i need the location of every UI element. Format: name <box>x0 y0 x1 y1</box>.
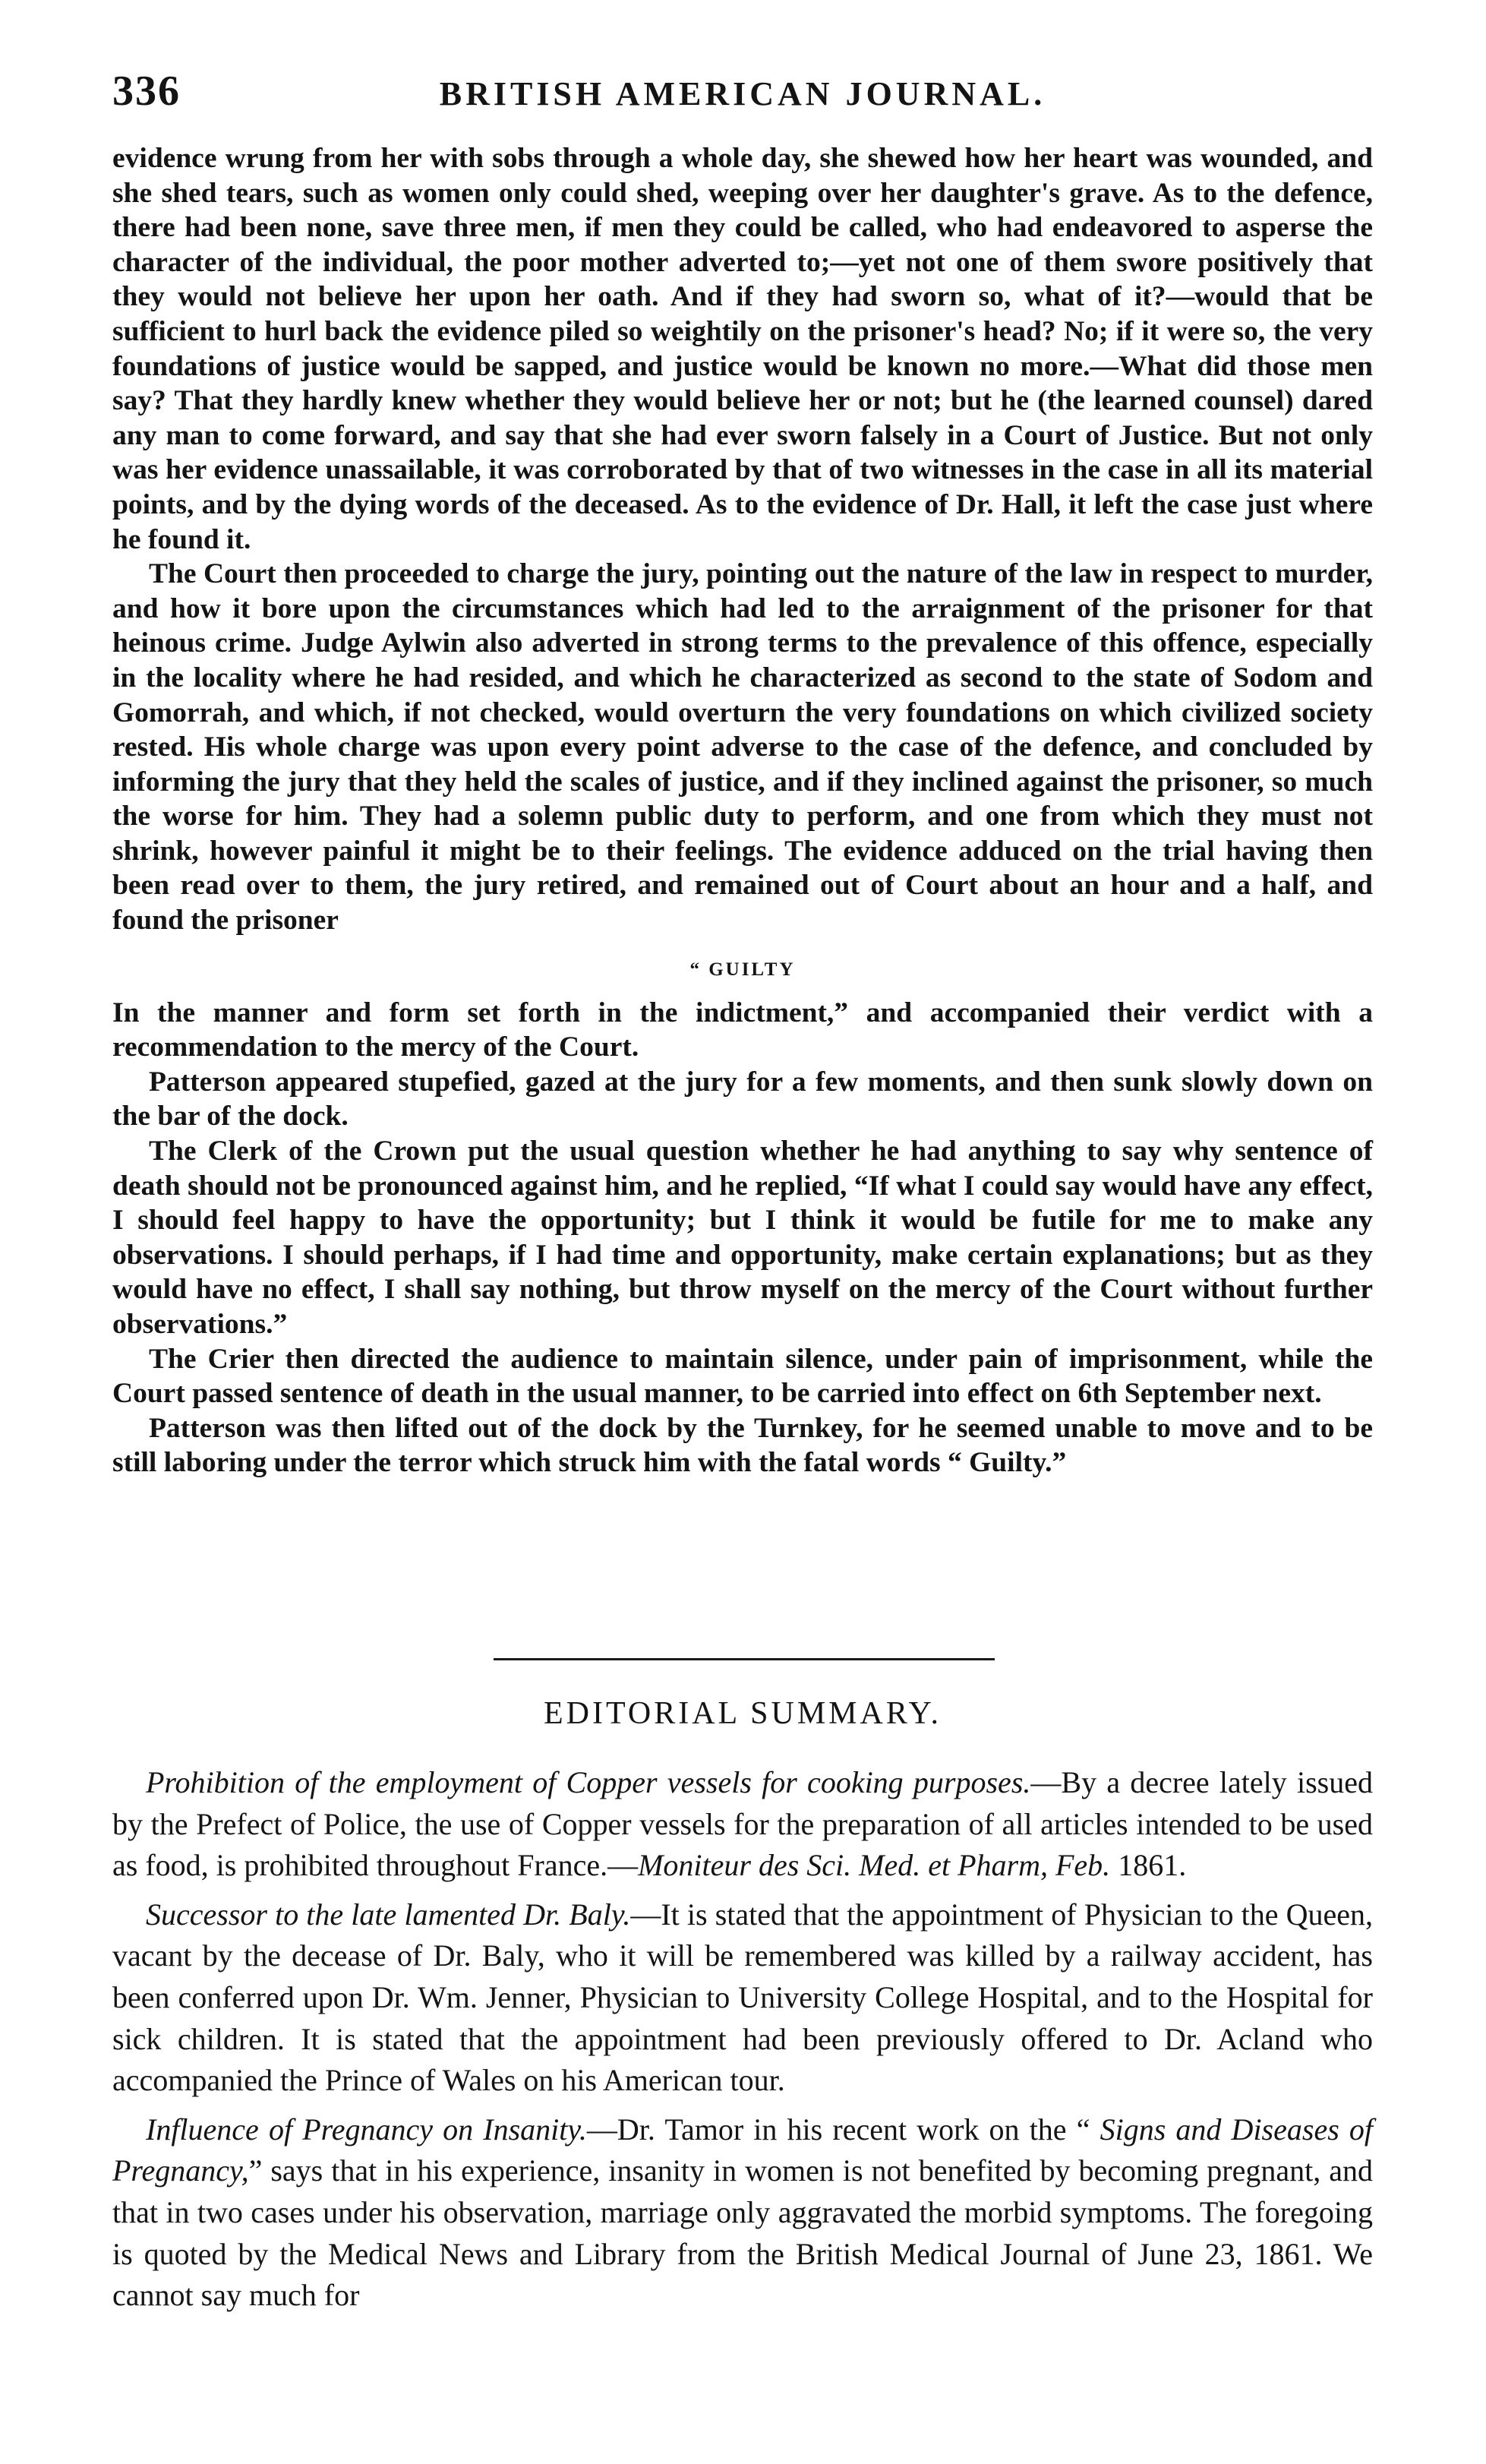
item-lead: Successor to the late lamented Dr. Baly. <box>146 1897 631 1932</box>
report-paragraph: The Clerk of the Crown put the usual question whether he had anything to say why sentence of death should not be pronounced against him, and he replied, “If what I could say would have any effect, I should feel happy to have the opportunity; but I think it would be futile for me to make any observations. I should perhaps, if I had time and opportunity, make certain explanations; but as they would have no effect, I shall say nothing, but throw myself on the mercy of the Court without further observations.” <box>112 1136 1373 1340</box>
page-number: 336 <box>112 68 181 115</box>
item-body: —It is stated that the appointment of Physician to the Queen, vacant by the decease of Dr. Baly, who it will be remembered was killed by a railway accident, has been conferred upon Dr. Wm. Jenner, Physician to University College Hospital, and to the Hospital for sick children. It is stated that the appointment had been previously offered to Dr. Acland who accompanied the Prince of Wales on his American tour. <box>112 1897 1373 2098</box>
report-paragraph: The Crier then directed the audience to maintain silence, under pain of imprisonment, while the Court passed sentence of death in the usual manner, to be carried into effect on 6th September next. <box>112 1343 1373 1410</box>
section-title: EDITORIAL SUMMARY. <box>544 1696 942 1731</box>
running-head <box>112 67 1373 128</box>
verdict-heading: “ GUILTY <box>689 959 796 980</box>
editorial-summary <box>112 1762 1373 2324</box>
item-lead: Influence of Pregnancy on Insanity. <box>146 2112 587 2147</box>
editorial-item <box>112 1762 1373 1887</box>
editorial-item <box>112 2109 1373 2317</box>
item-source: Moniteur des Sci. Med. et Pharm, Feb. <box>638 1848 1111 1883</box>
item-source: Signs and Diseases of Pregnancy, <box>112 2112 1374 2188</box>
item-lead: Prohibition of the employment of Copper vessels for cooking purposes. <box>146 1765 1031 1799</box>
court-report <box>112 141 1373 1480</box>
item-tail: ” says that in his experience, insanity in women is not benefited by becoming pregnant, and that in two cases under his observation, marriage only aggravated the morbid symptoms. The foregoing is quoted by the Medical News and Library from the British Medical Journal of June 23, 1861. We cannot say much for <box>112 2153 1373 2313</box>
item-body: —Dr. Tamor in his recent work on the “ <box>586 2112 1100 2147</box>
journal-title: BRITISH AMERICAN JOURNAL. <box>439 75 1046 112</box>
report-paragraph: Patterson was then lifted out of the dock by the Turnkey, for he seemed unable to move and to be still laboring under the terror which struck him with the fatal words “ Guilty.” <box>112 1412 1373 1479</box>
item-tail: 1861. <box>1110 1848 1187 1883</box>
section-divider <box>494 1658 995 1660</box>
item-body: —By a decree lately issued by the Prefect of Police, the use of Copper vessels for the preparation of all articles intended to be used as food, is prohibited throughout France.— <box>112 1765 1373 1883</box>
report-paragraph: Patterson appeared stupefied, gazed at the jury for a few moments, and then sunk slowly down on the bar of the dock. <box>112 1066 1373 1132</box>
report-paragraph: evidence wrung from her with sobs through a whole day, she shewed how her heart was wounded, and she shed tears, such as women only could shed, weeping over her daughter's grave. As to the defence, there had been none, save three men, if men they could be called, who had endeavored to asperse the character of the individual, the poor mother adverted to;—yet not one of them swore positively that they would not believe her upon her oath. And if they had sworn so, what of it?—would that be sufficient to hurl back the evidence piled so weightily on the prisoner's head? No; if it were so, the very foundations of justice would be sapped, and justice would be known no more.—What did those men say? That they hardly knew whether they would believe her or not; but he (the learned counsel) dared any man to come forward, and say that she had ever sworn falsely in a Court of Justice. But not only was her evidence unassailable, it was corroborated by that of two witnesses in the case in all its material points, and by the dying words of the deceased. As to the evidence of Dr. Hall, it left the case just where he found it. <box>112 143 1373 555</box>
report-paragraph: In the manner and form set forth in the indictment,” and accompanied their verdict with a recommendation to the mercy of the Court. <box>112 997 1373 1063</box>
editorial-item <box>112 1894 1373 2102</box>
report-paragraph: The Court then proceeded to charge the jury, pointing out the nature of the law in respect to murder, and how it bore upon the circumstances which had led to the arraignment of the prisoner for that heinous crime. Judge Aylwin also adverted in strong terms to the prevalence of this offence, especially in the locality where he had resided, and which he characterized as second to the state of Sodom and Gomorrah, and which, if not checked, would overturn the very foundations on which civilized society rested. His whole charge was upon every point adverse to the case of the defence, and concluded by informing the jury that they held the scales of justice, and if they inclined against the prisoner, so much the worse for him. They had a solemn public duty to perform, and one from which they must not shrink, however painful it might be to their feelings. The evidence adduced on the trial having then been read over to them, the jury retired, and remained out of Court about an hour and a half, and found the prisoner <box>112 558 1373 937</box>
